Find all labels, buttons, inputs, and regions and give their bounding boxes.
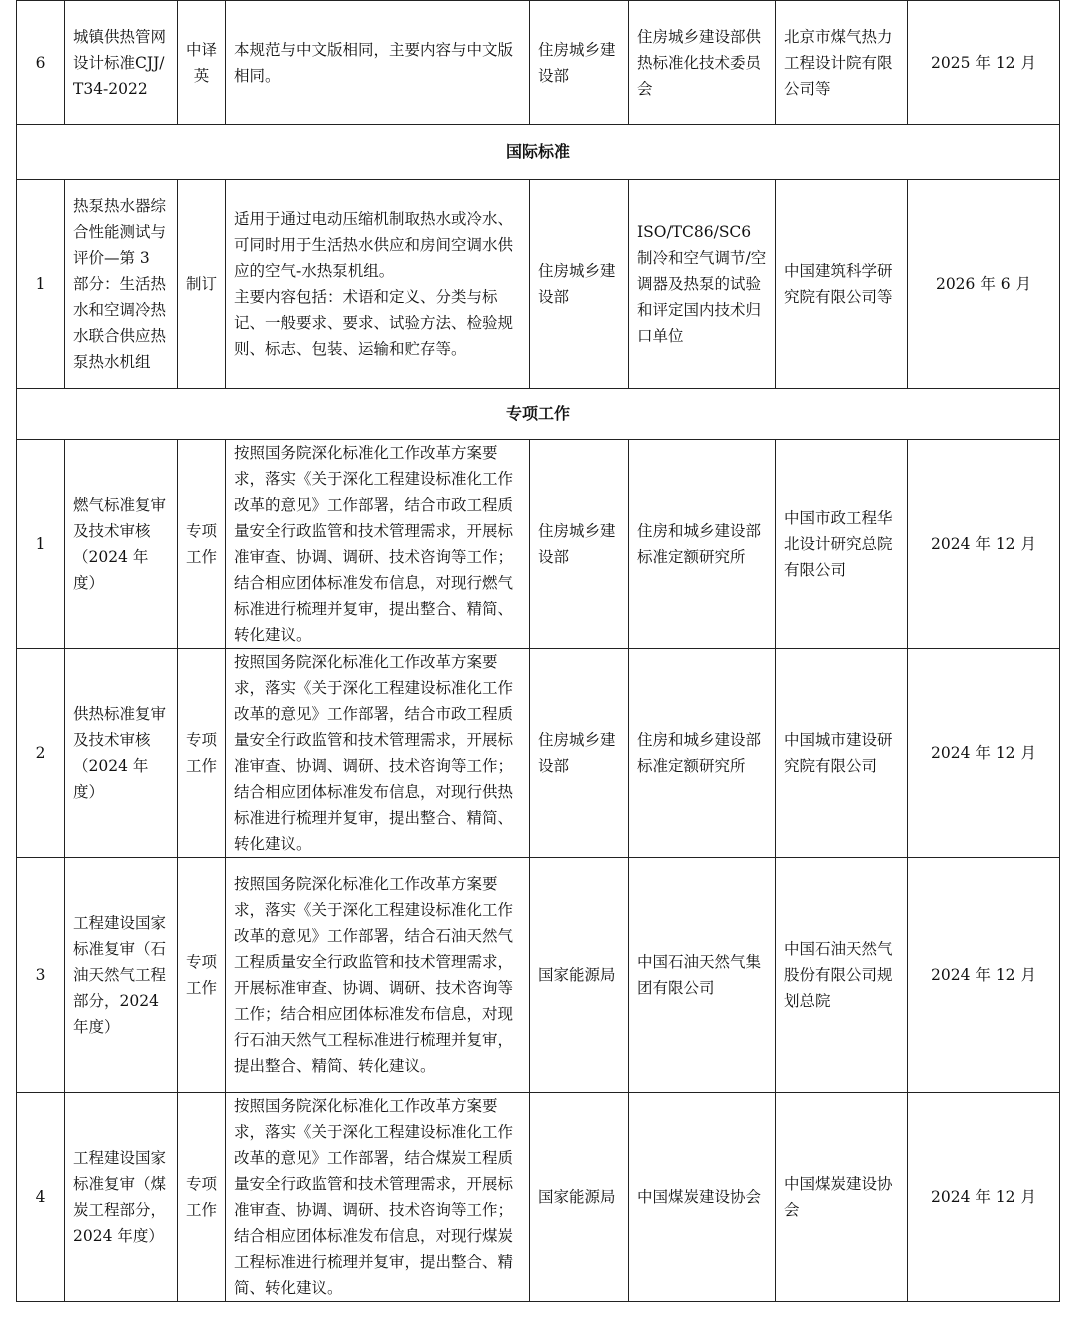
standard-name: 工程建设国家标准复审（煤炭工程部分，2024 年度）	[65, 1093, 178, 1302]
section-heading-international: 国际标准	[17, 125, 1060, 180]
table-row	[17, 180, 1060, 389]
work-type: 专项工作	[178, 858, 226, 1093]
standard-name: 供热标准复审及技术审核（2024 年度）	[65, 649, 178, 858]
standard-name: 工程建设国家标准复审（石油天然气工程部分，2024 年度）	[65, 858, 178, 1093]
responsible-org: 住房和城乡建设部标准定额研究所	[629, 440, 776, 649]
section-heading-special: 专项工作	[17, 389, 1060, 440]
responsible-org: 中国石油天然气集团有限公司	[629, 858, 776, 1093]
work-type: 专项工作	[178, 440, 226, 649]
work-type: 专项工作	[178, 649, 226, 858]
work-content: 按照国务院深化标准化工作改革方案要求，落实《关于深化工程建设标准化工作改革的意见》工作部署，结合煤炭工程质量安全行政监管和技术管理需求，开展标准审查、协调、调研、技术咨询等工作；结合相应团体标准发布信息，对现行煤炭工程标准进行梳理并复审，提出整合、精简、转化建议。	[226, 1093, 530, 1302]
work-type: 中译英	[178, 1, 226, 125]
completion-date: 2024 年 12 月	[908, 440, 1060, 649]
drafting-unit: 中国市政工程华北设计研究总院有限公司	[776, 440, 908, 649]
work-content: 按照国务院深化标准化工作改革方案要求，落实《关于深化工程建设标准化工作改革的意见》工作部署，结合市政工程质量安全行政监管和技术管理需求，开展标准审查、协调、调研、技术咨询等工作；结合相应团体标准发布信息，对现行供热标准进行梳理并复审，提出整合、精简、转化建议。	[226, 649, 530, 858]
table-row	[17, 649, 1060, 858]
drafting-unit: 中国城市建设研究院有限公司	[776, 649, 908, 858]
work-type: 制订	[178, 180, 226, 389]
completion-date: 2025 年 12 月	[908, 1, 1060, 125]
section-row	[17, 125, 1060, 180]
completion-date: 2024 年 12 月	[908, 1093, 1060, 1302]
content-scope: 适用于通过电动压缩机制取热水或冷水、可同时用于生活热水供应和房间空调水供应的空气-水热泵机组。	[234, 210, 514, 280]
completion-date: 2024 年 12 月	[908, 858, 1060, 1093]
work-content: 按照国务院深化标准化工作改革方案要求，落实《关于深化工程建设标准化工作改革的意见》工作部署，结合市政工程质量安全行政监管和技术管理需求，开展标准审查、协调、调研、技术咨询等工作；结合相应团体标准发布信息，对现行燃气标准进行梳理并复审，提出整合、精简、转化建议。	[226, 440, 530, 649]
supervising-dept: 住房城乡建设部	[530, 440, 629, 649]
responsible-org: 住房城乡建设部供热标准化技术委员会	[629, 1, 776, 125]
row-number: 1	[17, 440, 65, 649]
work-content: 按照国务院深化标准化工作改革方案要求，落实《关于深化工程建设标准化工作改革的意见》工作部署，结合石油天然气工程质量安全行政监管和技术管理需求，开展标准审查、协调、调研、技术咨询等工作；结合相应团体标准发布信息，对现行石油天然气工程标准进行梳理并复审，提出整合、精简、转化建议。	[226, 858, 530, 1093]
drafting-unit: 北京市煤气热力工程设计院有限公司等	[776, 1, 908, 125]
table-row	[17, 1093, 1060, 1302]
row-number: 3	[17, 858, 65, 1093]
standard-name: 燃气标准复审及技术审核（2024 年度）	[65, 440, 178, 649]
standard-name: 城镇供热管网设计标准CJJ/T34-2022	[65, 1, 178, 125]
supervising-dept: 住房城乡建设部	[530, 649, 629, 858]
section-row	[17, 389, 1060, 440]
table-row	[17, 440, 1060, 649]
completion-date: 2026 年 6 月	[908, 180, 1060, 389]
supervising-dept: 住房城乡建设部	[530, 180, 629, 389]
standard-name: 热泵热水器综合性能测试与评价—第 3 部分：生活热水和空调冷热水联合供应热泵热水机组	[65, 180, 178, 389]
row-number: 2	[17, 649, 65, 858]
completion-date: 2024 年 12 月	[908, 649, 1060, 858]
drafting-unit: 中国石油天然气股份有限公司规划总院	[776, 858, 908, 1093]
responsible-org: 住房和城乡建设部标准定额研究所	[629, 649, 776, 858]
supervising-dept: 住房城乡建设部	[530, 1, 629, 125]
responsible-org: ISO/TC86/SC6 制冷和空气调节/空调器及热泵的试验和评定国内技术归口单位	[629, 180, 776, 389]
table-row	[17, 858, 1060, 1093]
row-number: 6	[17, 1, 65, 125]
content-main: 主要内容包括：术语和定义、分类与标记、一般要求、要求、试验方法、检验规则、标志、包装、运输和贮存等。	[234, 288, 514, 358]
responsible-org: 中国煤炭建设协会	[629, 1093, 776, 1302]
work-content	[226, 180, 530, 389]
table-row	[17, 1, 1060, 125]
work-content: 本规范与中文版相同，主要内容与中文版相同。	[226, 1, 530, 125]
work-type: 专项工作	[178, 1093, 226, 1302]
row-number: 4	[17, 1093, 65, 1302]
drafting-unit: 中国煤炭建设协会	[776, 1093, 908, 1302]
row-number: 1	[17, 180, 65, 389]
supervising-dept: 国家能源局	[530, 1093, 629, 1302]
drafting-unit: 中国建筑科学研究院有限公司等	[776, 180, 908, 389]
standards-table	[16, 0, 1060, 1302]
supervising-dept: 国家能源局	[530, 858, 629, 1093]
